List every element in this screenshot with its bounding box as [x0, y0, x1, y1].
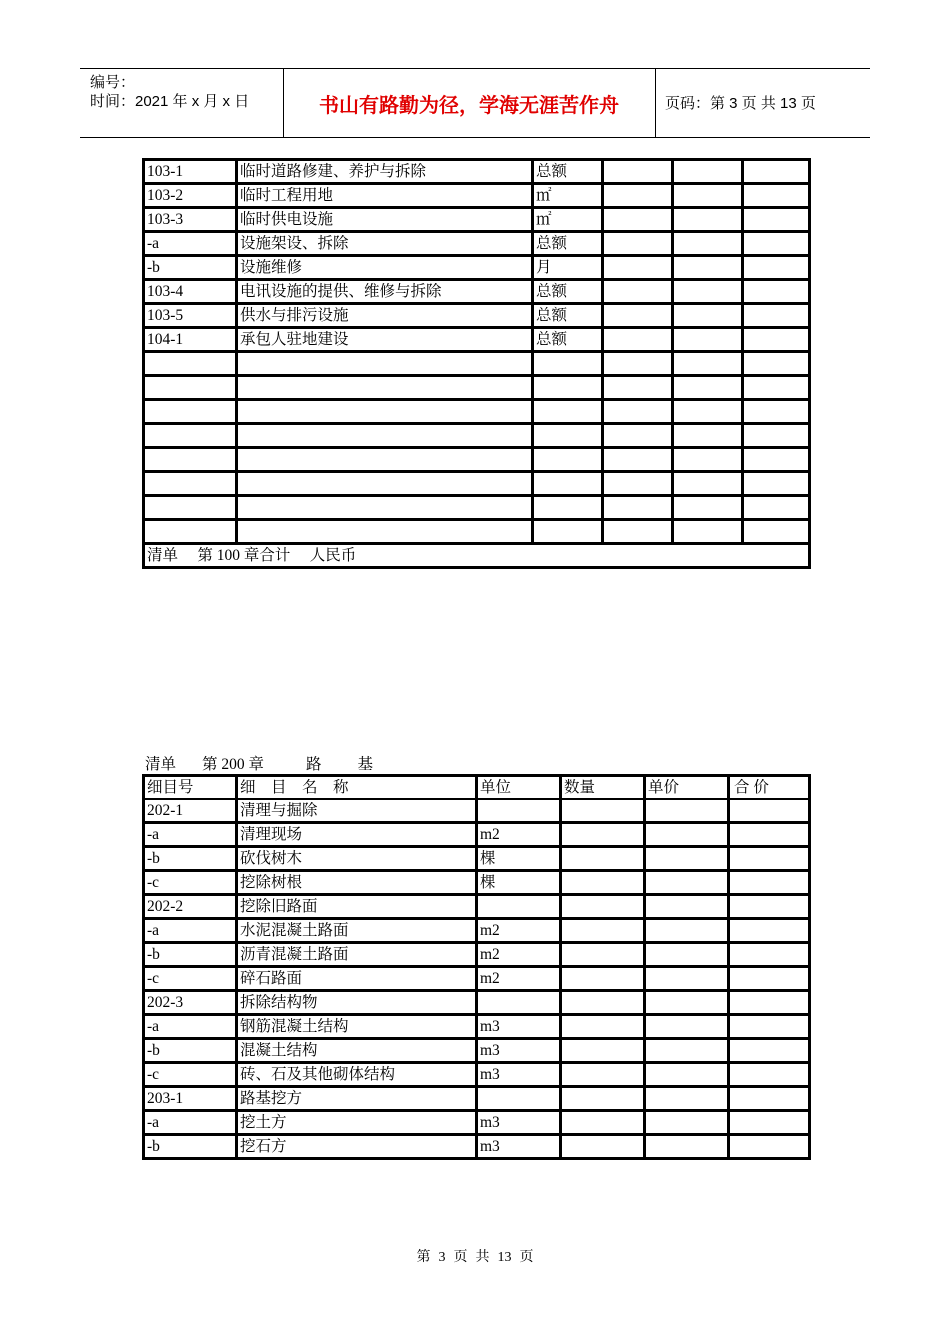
table-row	[144, 255, 809, 279]
item-code-cell	[144, 471, 236, 495]
quantity-cell	[560, 1014, 644, 1038]
quantity-cell	[602, 495, 672, 519]
unit-price-cell	[644, 942, 728, 966]
table-row	[144, 207, 809, 231]
title-part: 基	[357, 756, 374, 773]
item-name-cell: 沥青混凝土路面	[236, 942, 476, 966]
unit-price-cell	[672, 351, 742, 375]
total-price-cell	[728, 1134, 809, 1158]
item-code-cell: 103-4	[144, 279, 236, 303]
item-code-cell: 103-3	[144, 207, 236, 231]
item-name-cell: 电讯设施的提供、维修与拆除	[236, 279, 532, 303]
unit-cell: m3	[476, 1110, 560, 1134]
quantity-cell	[602, 423, 672, 447]
item-name-cell: 挖除旧路面	[236, 894, 476, 918]
item-code-cell: -b	[144, 846, 236, 870]
empty-table-row	[144, 375, 809, 399]
table-row	[144, 1110, 809, 1134]
total-row	[144, 543, 809, 567]
total-price-cell	[742, 231, 809, 255]
unit-cell: 棵	[476, 870, 560, 894]
unit-cell	[532, 447, 602, 471]
header-cell-quantity: 数量	[560, 776, 644, 799]
unit-cell: m2	[476, 822, 560, 846]
unit-price-cell	[644, 1134, 728, 1158]
item-code-cell: -a	[144, 1014, 236, 1038]
unit-price-cell	[672, 447, 742, 471]
table-row	[144, 799, 809, 822]
chapter-200-title	[145, 752, 373, 774]
header-meta	[90, 73, 249, 111]
unit-cell: 总额	[532, 303, 602, 327]
item-code-cell	[144, 447, 236, 471]
item-name-cell: 临时工程用地	[236, 183, 532, 207]
total-price-cell	[728, 799, 809, 822]
total-price-cell	[728, 870, 809, 894]
item-code-cell	[144, 423, 236, 447]
unit-price-cell	[672, 160, 742, 183]
total-price-cell	[742, 447, 809, 471]
total-price-cell	[742, 471, 809, 495]
item-code-cell: -b	[144, 942, 236, 966]
table-row	[144, 1014, 809, 1038]
item-code-cell: -c	[144, 1062, 236, 1086]
quantity-cell	[602, 183, 672, 207]
unit-price-cell	[644, 799, 728, 822]
item-code-cell	[144, 495, 236, 519]
quantity-cell	[602, 327, 672, 351]
total-price-cell	[742, 183, 809, 207]
header-cell-unit: 单位	[476, 776, 560, 799]
empty-table-row	[144, 447, 809, 471]
unit-cell: m2	[476, 942, 560, 966]
table-row	[144, 822, 809, 846]
item-name-cell: 承包人驻地建设	[236, 327, 532, 351]
footer-text: 共	[475, 1250, 490, 1265]
table-row	[144, 303, 809, 327]
item-code-cell: 203-1	[144, 1086, 236, 1110]
empty-table-row	[144, 423, 809, 447]
total-price-cell	[728, 822, 809, 846]
unit-price-cell	[672, 519, 742, 543]
item-code-cell: -a	[144, 231, 236, 255]
unit-cell: ㎡	[532, 183, 602, 207]
unit-price-cell	[672, 255, 742, 279]
item-name-cell: 设施架设、拆除	[236, 231, 532, 255]
unit-cell: m3	[476, 1038, 560, 1062]
unit-cell	[532, 519, 602, 543]
item-name-cell: 碎石路面	[236, 966, 476, 990]
total-price-cell	[742, 423, 809, 447]
header-motto: 书山有路勤为径，学海无涯苦作舟	[319, 93, 619, 117]
unit-price-cell	[672, 495, 742, 519]
unit-cell	[532, 471, 602, 495]
unit-price-cell	[644, 1062, 728, 1086]
item-code-cell: 103-5	[144, 303, 236, 327]
chapter-200-table	[142, 774, 811, 1160]
item-name-cell: 供水与排污设施	[236, 303, 532, 327]
empty-table-row	[144, 471, 809, 495]
total-price-cell	[742, 375, 809, 399]
table-row	[144, 1062, 809, 1086]
unit-price-cell	[644, 918, 728, 942]
header-cell-name: 细 目 名 称	[236, 776, 476, 799]
item-code-cell	[144, 399, 236, 423]
quantity-cell	[560, 822, 644, 846]
item-name-cell: 挖石方	[236, 1134, 476, 1158]
quantity-cell	[560, 942, 644, 966]
header-divider	[655, 69, 656, 137]
quantity-cell	[560, 799, 644, 822]
total-price-cell	[728, 966, 809, 990]
quantity-cell	[602, 255, 672, 279]
unit-price-cell	[644, 894, 728, 918]
empty-table-row	[144, 495, 809, 519]
title-part: 路	[306, 756, 322, 773]
item-name-cell: 水泥混凝土路面	[236, 918, 476, 942]
item-name-cell	[236, 447, 532, 471]
table-row	[144, 894, 809, 918]
item-name-cell: 钢筋混凝土结构	[236, 1014, 476, 1038]
quantity-cell	[560, 1038, 644, 1062]
unit-cell: 总额	[532, 279, 602, 303]
item-name-cell: 挖土方	[236, 1110, 476, 1134]
unit-cell	[532, 423, 602, 447]
item-code-cell: 103-1	[144, 160, 236, 183]
quantity-cell	[560, 1110, 644, 1134]
quantity-cell	[602, 303, 672, 327]
total-price-cell	[728, 846, 809, 870]
unit-price-cell	[644, 1110, 728, 1134]
item-name-cell: 砖、石及其他砌体结构	[236, 1062, 476, 1086]
item-name-cell: 挖除树根	[236, 870, 476, 894]
unit-cell: m3	[476, 1062, 560, 1086]
total-price-cell	[728, 1038, 809, 1062]
item-name-cell	[236, 375, 532, 399]
unit-price-cell	[644, 822, 728, 846]
unit-price-cell	[644, 870, 728, 894]
item-code-cell: -b	[144, 1038, 236, 1062]
quantity-cell	[560, 894, 644, 918]
item-name-cell: 清理现场	[236, 822, 476, 846]
chapter-total-label: 清单 第 100 章合计 人民币	[144, 543, 809, 567]
quantity-cell	[560, 1062, 644, 1086]
item-name-cell	[236, 351, 532, 375]
unit-cell: m3	[476, 1014, 560, 1038]
unit-cell	[532, 495, 602, 519]
quantity-cell	[602, 231, 672, 255]
table-row	[144, 1086, 809, 1110]
quantity-cell	[602, 207, 672, 231]
total-price-cell	[728, 1014, 809, 1038]
item-name-cell	[236, 495, 532, 519]
unit-cell: 月	[532, 255, 602, 279]
quantity-cell	[560, 990, 644, 1014]
unit-cell	[476, 990, 560, 1014]
item-code-cell: 202-3	[144, 990, 236, 1014]
unit-price-cell	[672, 375, 742, 399]
unit-price-cell	[672, 303, 742, 327]
item-name-cell: 混凝土结构	[236, 1038, 476, 1062]
quantity-cell	[560, 1134, 644, 1158]
item-code-cell	[144, 375, 236, 399]
unit-price-cell	[672, 231, 742, 255]
unit-price-cell	[644, 990, 728, 1014]
empty-table-row	[144, 399, 809, 423]
quantity-cell	[602, 160, 672, 183]
quantity-cell	[602, 351, 672, 375]
total-price-cell	[742, 279, 809, 303]
title-part: 清单	[145, 756, 177, 773]
item-name-cell	[236, 519, 532, 543]
item-code-cell: 202-2	[144, 894, 236, 918]
table-row	[144, 942, 809, 966]
item-code-cell: 103-2	[144, 183, 236, 207]
table-header-row	[144, 776, 809, 799]
quantity-cell	[560, 846, 644, 870]
table-row	[144, 231, 809, 255]
unit-cell: 棵	[476, 846, 560, 870]
unit-price-cell	[672, 327, 742, 351]
total-price-cell	[728, 894, 809, 918]
table-row	[144, 1038, 809, 1062]
quantity-cell	[560, 966, 644, 990]
quantity-cell	[602, 375, 672, 399]
table-row	[144, 183, 809, 207]
unit-cell	[532, 399, 602, 423]
quantity-cell	[602, 471, 672, 495]
unit-price-cell	[672, 399, 742, 423]
unit-price-cell	[672, 207, 742, 231]
item-name-cell: 临时供电设施	[236, 207, 532, 231]
unit-price-cell	[672, 471, 742, 495]
unit-price-cell	[644, 1014, 728, 1038]
unit-cell	[476, 799, 560, 822]
unit-cell: 总额	[532, 231, 602, 255]
total-price-cell	[728, 1110, 809, 1134]
unit-cell: 总额	[532, 327, 602, 351]
total-price-cell	[728, 1086, 809, 1110]
total-price-cell	[742, 399, 809, 423]
total-price-cell	[742, 351, 809, 375]
item-code-cell: -b	[144, 255, 236, 279]
quantity-cell	[602, 447, 672, 471]
unit-cell	[532, 351, 602, 375]
empty-table-row	[144, 519, 809, 543]
item-code-cell: -a	[144, 1110, 236, 1134]
footer-text: 页	[519, 1250, 534, 1265]
quantity-cell	[560, 1086, 644, 1110]
unit-cell: m2	[476, 966, 560, 990]
item-code-cell: -b	[144, 1134, 236, 1158]
item-code-cell: -c	[144, 870, 236, 894]
footer-text: 第	[416, 1250, 431, 1265]
item-name-cell: 砍伐树木	[236, 846, 476, 870]
table-row	[144, 327, 809, 351]
title-part: 第 200 章	[202, 756, 265, 773]
item-name-cell	[236, 471, 532, 495]
total-price-cell	[742, 303, 809, 327]
empty-table-row	[144, 351, 809, 375]
unit-cell: m3	[476, 1134, 560, 1158]
item-code-cell: 202-1	[144, 799, 236, 822]
item-name-cell: 清理与掘除	[236, 799, 476, 822]
unit-price-cell	[672, 279, 742, 303]
unit-cell: ㎡	[532, 207, 602, 231]
footer-page-number: 3	[438, 1250, 446, 1265]
unit-cell: m2	[476, 918, 560, 942]
unit-price-cell	[644, 966, 728, 990]
item-code-cell: 104-1	[144, 327, 236, 351]
unit-cell	[476, 894, 560, 918]
quantity-cell	[560, 870, 644, 894]
table-row	[144, 1134, 809, 1158]
footer-text: 页	[453, 1250, 468, 1265]
item-name-cell: 临时道路修建、养护与拆除	[236, 160, 532, 183]
header-page-number: 页码：第 3 页 共 13 页	[665, 95, 816, 112]
quantity-cell	[560, 918, 644, 942]
total-price-cell	[728, 942, 809, 966]
unit-cell	[532, 375, 602, 399]
chapter-100-table	[142, 158, 811, 569]
table-row	[144, 846, 809, 870]
total-price-cell	[742, 255, 809, 279]
header-cell-code: 细目号	[144, 776, 236, 799]
unit-price-cell	[644, 846, 728, 870]
document-date: 时间：2021 年 x 月 x 日	[90, 93, 250, 110]
table-row	[144, 279, 809, 303]
table-row	[144, 918, 809, 942]
table-row	[144, 870, 809, 894]
item-code-cell	[144, 351, 236, 375]
header-cell-unit-price: 单价	[644, 776, 728, 799]
item-name-cell: 设施维修	[236, 255, 532, 279]
total-price-cell	[742, 327, 809, 351]
unit-price-cell	[672, 183, 742, 207]
quantity-cell	[602, 279, 672, 303]
item-code-cell: -c	[144, 966, 236, 990]
unit-price-cell	[672, 423, 742, 447]
total-price-cell	[728, 918, 809, 942]
total-price-cell	[728, 1062, 809, 1086]
footer-total-pages: 13	[497, 1250, 512, 1265]
quantity-cell	[602, 399, 672, 423]
item-name-cell	[236, 423, 532, 447]
header-cell-total: 合 价	[728, 776, 809, 799]
item-name-cell	[236, 399, 532, 423]
quantity-cell	[602, 519, 672, 543]
unit-cell	[476, 1086, 560, 1110]
page-footer	[0, 1246, 950, 1266]
document-number-label: 编号：	[90, 74, 136, 91]
unit-price-cell	[644, 1086, 728, 1110]
total-price-cell	[742, 160, 809, 183]
total-price-cell	[728, 990, 809, 1014]
item-name-cell: 路基挖方	[236, 1086, 476, 1110]
item-code-cell	[144, 519, 236, 543]
unit-cell: 总额	[532, 160, 602, 183]
item-code-cell: -a	[144, 918, 236, 942]
page-header	[80, 68, 870, 138]
item-name-cell: 拆除结构物	[236, 990, 476, 1014]
item-code-cell: -a	[144, 822, 236, 846]
total-price-cell	[742, 495, 809, 519]
unit-price-cell	[644, 1038, 728, 1062]
total-price-cell	[742, 207, 809, 231]
table-row	[144, 966, 809, 990]
table-row	[144, 990, 809, 1014]
table-row	[144, 160, 809, 183]
total-price-cell	[742, 519, 809, 543]
